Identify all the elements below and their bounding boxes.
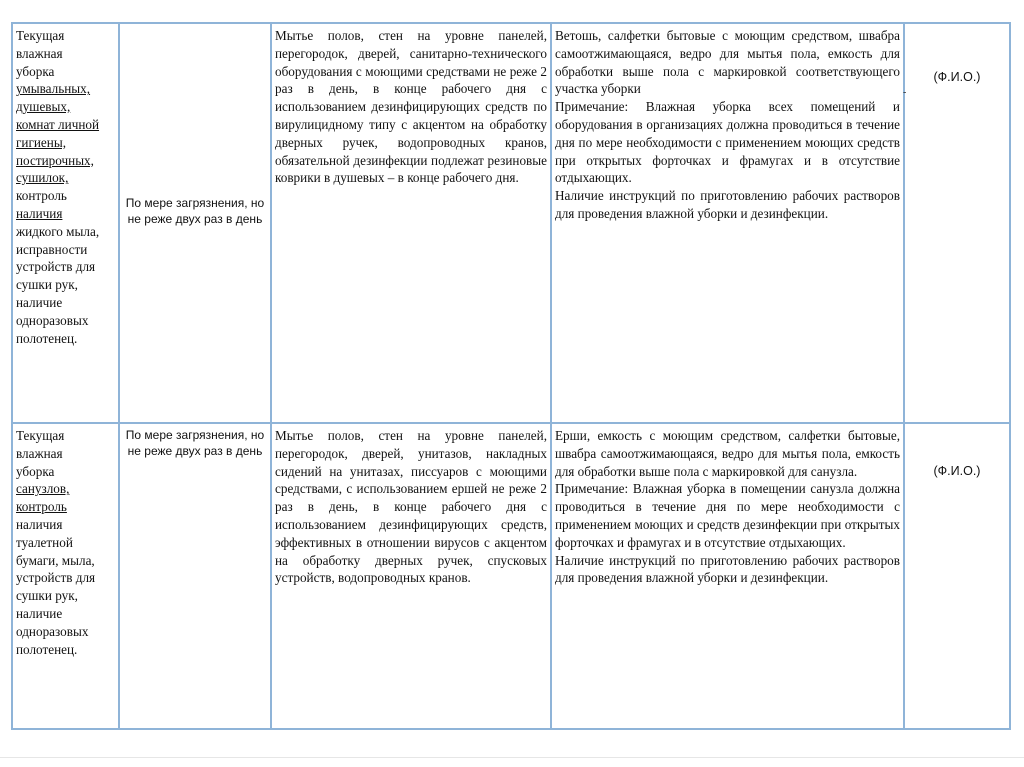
materials-cell [551,23,907,423]
cleaning-type-line: умывальных, [16,81,91,97]
cleaning-type-line: устройств для [16,259,96,275]
cleaning-type-line: душевых, [16,99,71,115]
cleaning-type-line: контроль [16,499,67,515]
cleaning-type-cell [12,23,119,423]
frequency-cell [119,23,271,423]
procedure-text: Мытье полов, стен на уровне панелей, перегородок, дверей, унитазов, накладных сидений на унитазах, писсуаров с моющими средствами, с использованием ершей не реже 2 раз в день, в конце рабочего дня с использованием дезинфицирующих средств, эффективных в отношении вирусов с акцентом на обработку дверных ручек, спусковых устройств, водопроводных кранов. [275,428,547,586]
responsible-name-placeholder: (Ф.И.О.) [933,70,981,84]
cleaning-type-line: исправности [16,241,88,257]
cleaning-type-lines [16,27,115,347]
procedure-text: Мытье полов, стен на уровне панелей, перегородок, дверей, санитарно-технического оборудования с моющими средствами не реже 2 раз в день, в конце рабочего дня с использованием дезинфицирующих средств по вирулицидному типу с акцентом на обработку дверных ручек, водопроводных кранов, обязательной дезинфекции подлежат резиновые коврики в душевых – в конце рабочего дня. [275,28,547,186]
materials-text: Ветошь, салфетки бытовые с моющим средством, швабра самоотжимающаяся, ведро для мытья пола, емкость для обработки выше пола с маркировкой соответствующего участка уборки [555,28,900,97]
cleaning-type-line: влажная [16,45,63,61]
cleaning-type-line: сушки рук, [16,588,78,604]
responsible-cell [904,23,1010,423]
responsible-name-placeholder: (Ф.И.О.) [933,464,981,478]
note-text: Примечание: Влажная уборка в помещении санузла должна проводиться в течение дня по мере необходимости с применением моющих и средств дезинфекции при открытых форточках и фрамугах и в отсутствие отдыхающих. [555,481,900,550]
instructions-text: Наличие инструкций по приготовлению рабочих растворов для проведения влажной уборки и дезинфекции. [555,552,900,586]
cleaning-type-line: полотенец. [16,641,78,657]
note-text: Примечание: Влажная уборка всех помещений и оборудования в организациях должна проводиться в течение дня по мере необходимости с применением моющих средств при открытых форточках и фрамугах и в отсутствие отдыхающих. [555,99,900,186]
cleaning-type-cell [12,423,119,729]
cleaning-type-lines [16,427,115,658]
instructions-text: Наличие инструкций по приготовлению рабочих растворов для проведения влажной уборки и дезинфекции. [555,188,900,221]
cleaning-type-line: сушки рук, [16,277,78,293]
cleaning-type-line: устройств для [16,570,96,586]
materials-cell [551,423,904,729]
cleaning-type-line: уборка [16,63,55,79]
cleaning-type-line: наличия [16,516,63,532]
sanitation-schedule-table [11,22,1011,730]
cleaning-type-line: санузлов, [16,481,70,497]
cleaning-type-line: Текущая [16,428,65,443]
cleaning-type-line: уборка [16,463,55,479]
table-row [12,23,1010,423]
stray-dash-mark: - [903,87,907,98]
cleaning-type-line: влажная [16,445,63,461]
procedure-cell [271,423,551,729]
frequency-text: По мере загрязнения, но не реже двух раз в день [125,196,265,226]
frequency-text: По мере загрязнения, но не реже двух раз в день [125,428,265,458]
cleaning-type-line: бумаги, мыла, [16,552,95,568]
frequency-cell [119,423,271,729]
cleaning-type-line: контроль [16,188,67,204]
cleaning-type-line: жидкого мыла, [16,223,100,239]
cleaning-type-line: гигиены, [16,134,67,150]
cleaning-type-line: полотенец. [16,330,78,346]
procedure-cell [271,23,551,423]
cleaning-type-line: одноразовых [16,623,89,639]
cleaning-type-line: наличия [16,205,63,221]
responsible-cell [904,423,1010,729]
cleaning-type-line: туалетной [16,534,73,550]
materials-text: Ерши, емкость с моющим средством, салфетки бытовые, швабра самоотжимающаяся, ведро для мытья пола, емкость для обработки выше пола с маркировкой для санузла. [555,428,900,479]
page-bottom-divider [0,757,1024,758]
cleaning-type-line: наличие [16,294,63,310]
cleaning-type-line: наличие [16,605,63,621]
cleaning-type-line: Текущая [16,28,65,43]
cleaning-type-line: сушилок, [16,170,69,186]
cleaning-type-line: комнат личной [16,116,100,132]
table-row [12,423,1010,729]
cleaning-type-line: одноразовых [16,312,89,328]
cleaning-type-line: постирочных, [16,152,94,168]
